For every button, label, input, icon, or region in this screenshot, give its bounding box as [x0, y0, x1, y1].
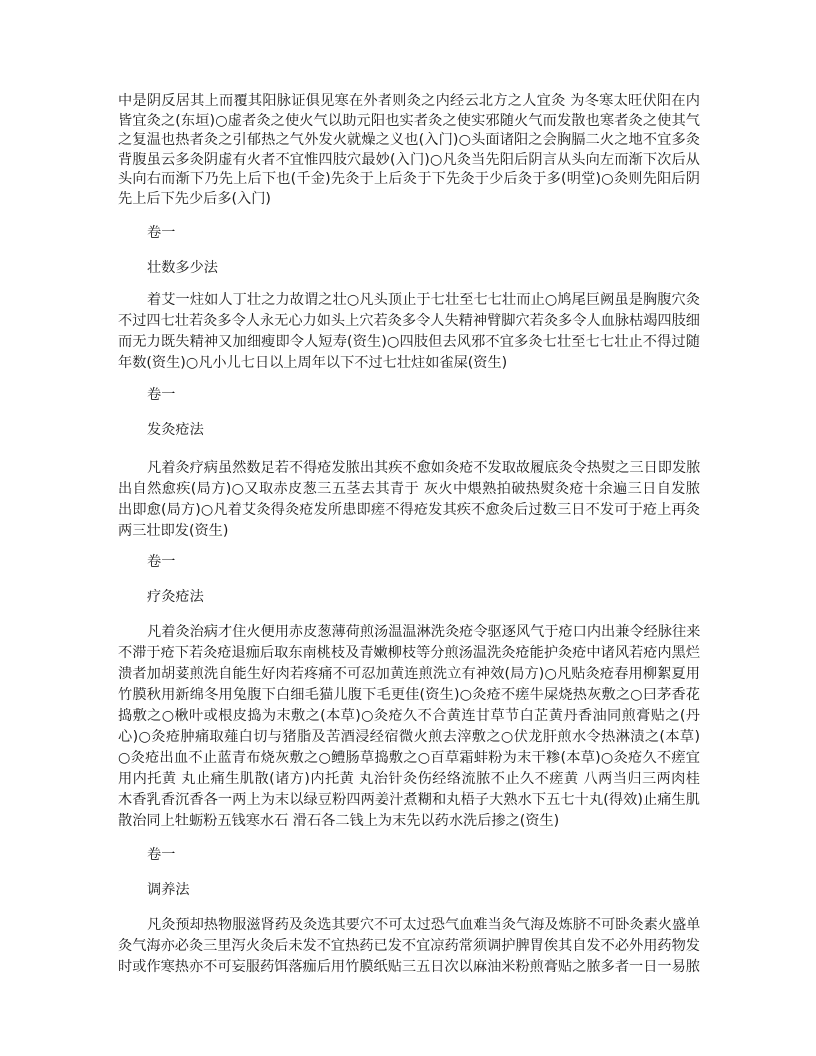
paragraph: [118, 622, 700, 832]
volume-label: [118, 552, 700, 573]
text-line: 中是阴反居其上而覆其阳脉证俱见寒在外者则灸之内经云北方之人宜灸 为冬寒太旺伏阳在内: [118, 93, 700, 109]
text-line: 头向右而渐下乃先上后下也(千金)先灸于上后灸于下先灸于少后灸于多(明堂)○灸则先阳后阴: [118, 171, 700, 187]
text-line: 时或作寒热亦不可妄服药饵落痂后用竹膜纸贴三五日次以麻油米粉煎膏贴之脓多者一日一易脓: [118, 959, 700, 975]
text-line: 出自然愈疾(局方)○又取赤皮葱三五茎去其青于 灰火中煨熟拍破热熨灸疮十余遍三日自发脓: [118, 481, 700, 497]
text-line: 先上后下先少后多(入门): [118, 190, 271, 207]
text-line: 捣敷之○楸叶或根皮捣为末敷之(本草)○灸疮久不合黄连甘草节白芷黄丹香油同煎膏贴之(丹: [118, 708, 700, 724]
section-title: [118, 587, 700, 608]
volume-label: [118, 223, 700, 244]
heading-text: 卷一: [147, 847, 176, 863]
text-line: 背腹虽云多灸阴虚有火者不宜惟四肢穴最妙(入门)○凡灸当先阳后阴言从头向左而渐下次后从: [118, 151, 700, 168]
text-line: 凡着灸疗病虽然数足若不得疮发脓出其疾不愈如灸疮不发取故履底灸令热熨之三日即发脓: [147, 460, 700, 476]
paragraph: [118, 915, 700, 978]
text-line: 用内托黄 丸止痛生肌散(诸方)内托黄 丸治针灸伤经络流脓不止久不瘥黄 八两当归三两肉桂: [118, 771, 700, 787]
text-line: 皆宜灸之(东垣)○虚者灸之使火气以助元阳也实者灸之使实邪随火气而发散也寒者灸之使其气: [118, 112, 700, 129]
text-line: 木香乳香沉香各一两上为末以绿豆粉四两姜汁煮糊和丸梧子大熟水下五七十丸(得效)止痛生肌: [118, 792, 700, 808]
text-line: 心)○灸疮肿痛取薤白切与猪脂及苦酒浸经宿微火煎去滓敷之○伏龙肝煎水令热淋渍之(本草): [118, 729, 700, 745]
volume-label: [118, 845, 700, 866]
volume-label: [118, 385, 700, 406]
text-line: 灸气海亦必灸三里泻火灸后未发不宜热药已发不宜凉药常须调护脾胃俟其自发不必外用药物发: [118, 938, 700, 954]
text-line: 散治同上牡蛎粉五钱寒水石 滑石各二钱上为末先以药水洗后掺之(资生): [118, 813, 560, 829]
heading-text: 卷一: [147, 387, 176, 403]
paragraph: [118, 458, 700, 542]
text-line: 溃者加胡荽煎洗自能生好肉若疼痛不可忍加黄连煎洗立有神效(局方)○凡贴灸疮春用柳絮夏用: [118, 666, 700, 682]
text-line: 着艾一炷如人丁壮之力故谓之壮○凡头顶止于七壮至七七壮而止○鸠尾巨阙虽是胸腹穴灸: [147, 292, 700, 308]
text-line: 年数(资生)○凡小儿七日以上周年以下不过七壮炷如雀屎(资生): [118, 355, 508, 371]
text-line: 出即愈(局方)○凡着艾灸得灸疮发所患即瘥不得疮发其疾不愈灸后过数三日不发可于疮上再灸: [118, 502, 700, 518]
paragraph: [118, 92, 700, 209]
text-line: 两三壮即发(资生): [118, 523, 229, 539]
text-line: ○灸疮出血不止蓝青布烧灰敷之○鳢肠草捣敷之○百草霜蚌粉为末干糁(本草)○灸疮久不瘥宜: [118, 750, 700, 766]
heading-text: 发灸疮法: [147, 422, 204, 438]
section-title: [118, 258, 700, 279]
text-line: 不过四七壮若灸多令人永无心力如头上穴若灸多令人失精神臂脚穴若灸多令人血脉枯竭四肢细: [118, 313, 700, 329]
text-line: 不滞于疮下若灸疮退痂后取东南桃枝及青嫩柳枝等分煎汤温洗灸疮能护灸疮中诸风若疮内黑烂: [118, 645, 700, 661]
heading-text: 卷一: [147, 225, 176, 241]
text-line: 竹膜秋用新绵冬用兔腹下白细毛猫儿腹下毛更佳(资生)○灸疮不瘥牛屎烧热灰敷之○曰茅香花: [118, 687, 700, 703]
text-line: 之复温也热者灸之引郁热之气外发火就燥之义也(入门)○头面诸阳之会胸膈二火之地不宜多灸: [118, 132, 700, 148]
section-title: [118, 880, 700, 901]
text-line: 凡灸预却热物服滋肾药及灸选其要穴不可太过恐气血难当灸气海及炼脐不可卧灸素火盛单: [147, 917, 700, 933]
text-line: 而无力既失精神又加细瘦即令人短寿(资生)○四肢但去风邪不宜多灸七壮至七七壮止不得过随: [118, 334, 700, 350]
section-title: [118, 420, 700, 441]
text-line: 凡着灸治病才住火便用赤皮葱薄荷煎汤温温淋洗灸疮令驱逐风气于疮口内出兼令经脉往来: [147, 624, 700, 640]
paragraph: [118, 290, 700, 374]
heading-text: 调养法: [147, 882, 190, 898]
heading-text: 疗灸疮法: [147, 589, 204, 605]
heading-text: 壮数多少法: [147, 260, 218, 276]
heading-text: 卷一: [147, 554, 176, 570]
